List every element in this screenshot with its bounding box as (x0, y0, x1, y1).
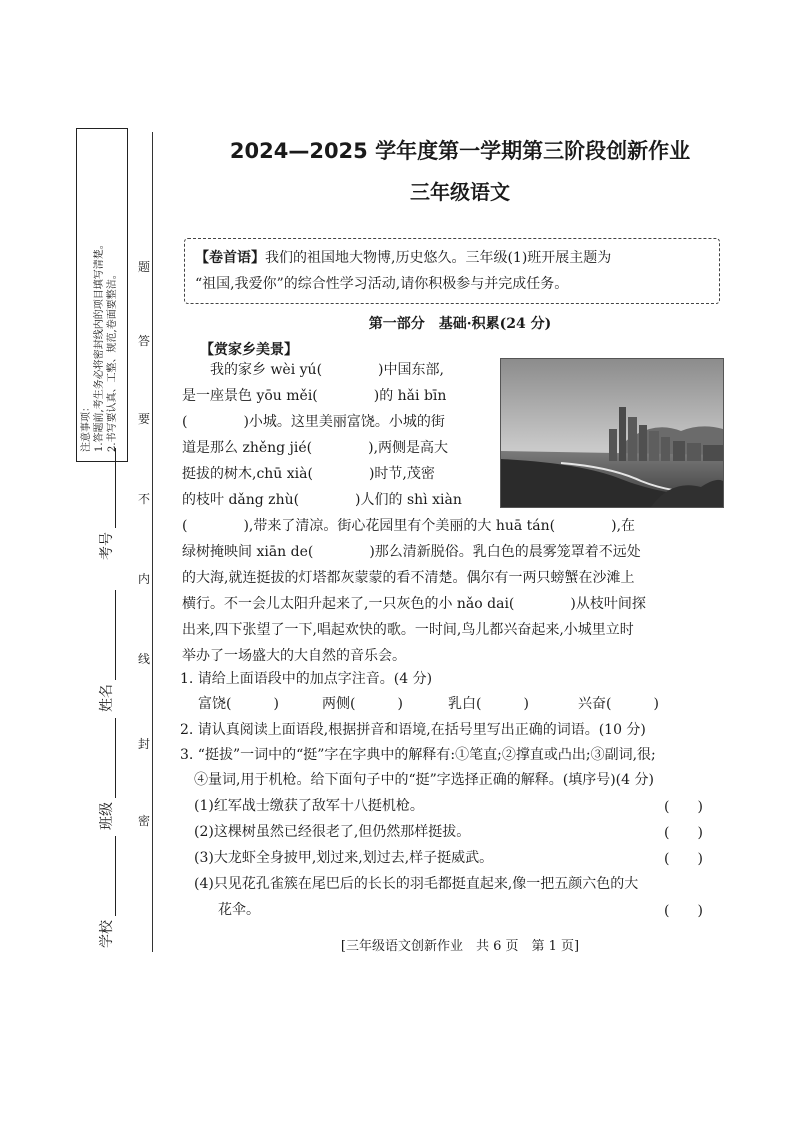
xuexiao-field[interactable] (96, 836, 116, 948)
intro-box (184, 238, 720, 304)
section-heading: 第一部分 基础·积累(24 分) (368, 316, 552, 332)
passage-line: 绿树掩映间 xiān de( )那么清新脱俗。乳白色的晨雾笼罩着不远处 (182, 544, 641, 560)
notice-line: 1.答题前,考生务必将密封线内的项目填写清楚。 (94, 239, 105, 452)
q1-item-2[interactable]: 两侧( ) (322, 696, 403, 712)
page-footer: [三年级语文创新作业 共 6 页 第 1 页] (340, 939, 580, 954)
seal-char: 答 (138, 334, 151, 348)
passage-line: 举办了一场盛大的大自然的音乐会。 (182, 648, 406, 664)
q3-item-4-cont: 花伞。 (218, 902, 260, 918)
seal-char: 要 (138, 412, 151, 426)
notice-line: 注意事项： (81, 402, 92, 452)
xingming-field[interactable] (96, 590, 116, 712)
question-3-line-1: 3. “挺拔”一词中的“挺”字在字典中的解释有:①笔直;②撑直或凸出;③副词,很; (180, 747, 656, 763)
intro-line-2: “祖国,我爱你”的综合性学习活动,请你积极参与并完成任务。 (195, 276, 569, 292)
seal-char: 线 (138, 652, 151, 666)
page-title: 2024—2025 学年度第一学期第三阶段创新作业 (229, 139, 691, 163)
binding-line (152, 132, 153, 952)
section-subheading: 【赏家乡美景】 (200, 342, 298, 358)
question-3-line-2: ④量词,用于机枪。给下面句子中的“挺”字选择正确的解释。(填序号)(4 分) (194, 772, 654, 788)
passage-line: 的枝叶 dǎng zhù( )人们的 shì xiàn (182, 492, 462, 508)
coastal-city-photo (500, 358, 724, 508)
passage-line: ( ),带来了清凉。街心花园里有个美丽的大 huā tán( ),在 (182, 518, 636, 534)
banji-field[interactable] (96, 718, 116, 830)
seal-char: 内 (138, 572, 151, 586)
passage-line: 横行。不一会儿太阳升起来了,一只灰色的小 nǎo dai( )从枝叶间探 (182, 596, 646, 612)
question-2: 2. 请认真阅读上面语段,根据拼音和语境,在括号里写出正确的词语。(10 分) (180, 722, 646, 738)
passage-line: 是一座景色 yōu měi( )的 hǎi bīn (182, 388, 447, 404)
passage-line: 出来,四下张望了一下,唱起欢快的歌。一时间,鸟儿都兴奋起来,小城里立时 (182, 622, 634, 638)
q3-item-4: (4)只见花孔雀簇在尾巴后的长长的羽毛都挺直起来,像一把五颜六色的大 (194, 876, 639, 892)
banji-label: 班级 (99, 802, 115, 830)
notice-text (80, 122, 119, 452)
q1-item-3[interactable]: 乳白( ) (448, 696, 529, 712)
answer-blank[interactable]: ( ) (664, 903, 703, 919)
q3-item-1: (1)红军战士缴获了敌军十八挺机枪。 (194, 798, 424, 814)
q1-item-4[interactable]: 兴奋( ) (578, 696, 659, 712)
passage-line: ( )小城。这里美丽富饶。小城的街 (182, 414, 445, 430)
xingming-label: 姓名 (99, 684, 115, 712)
coastal-city-image (501, 359, 723, 507)
kaohao-label: 考号 (99, 532, 115, 560)
seal-char: 密 (138, 814, 151, 828)
seal-char: 题 (138, 260, 151, 274)
question-1: 1. 请给上面语段中的加点字注音。(4 分) (180, 671, 433, 687)
passage-line: 我的家乡 wèi yú( )中国东部, (182, 362, 444, 378)
q3-item-2: (2)这棵树虽然已经很老了,但仍然那样挺拔。 (194, 824, 471, 840)
passage-line: 道是那么 zhěng jié( ),两侧是高大 (182, 440, 449, 456)
passage-line: 挺拔的树木,chū xià( )时节,茂密 (182, 466, 435, 482)
xuexiao-label: 学校 (99, 920, 115, 948)
answer-blank[interactable]: ( ) (664, 825, 703, 841)
answer-blank[interactable]: ( ) (664, 851, 703, 867)
q1-item-1[interactable]: 富饶( ) (198, 696, 279, 712)
seal-char: 封 (138, 737, 151, 751)
kaohao-field[interactable] (96, 448, 116, 560)
intro-tag: 【卷首语】 (195, 250, 265, 266)
intro-line-1: 【卷首语】我们的祖国地大物博,历史悠久。三年级(1)班开展主题为 (195, 250, 612, 266)
seal-char: 不 (138, 492, 151, 506)
passage-line: 的大海,就连挺拔的灯塔都灰蒙蒙的看不清楚。偶尔有一两只螃蟹在沙滩上 (182, 570, 635, 586)
page-subtitle: 三年级语文 (410, 180, 510, 204)
answer-blank[interactable]: ( ) (664, 799, 703, 815)
notice-line: 2.书写要认真、工整、规范,卷面要整洁。 (107, 269, 118, 452)
q3-item-3: (3)大龙虾全身披甲,划过来,划过去,样子挺威武。 (194, 850, 494, 866)
